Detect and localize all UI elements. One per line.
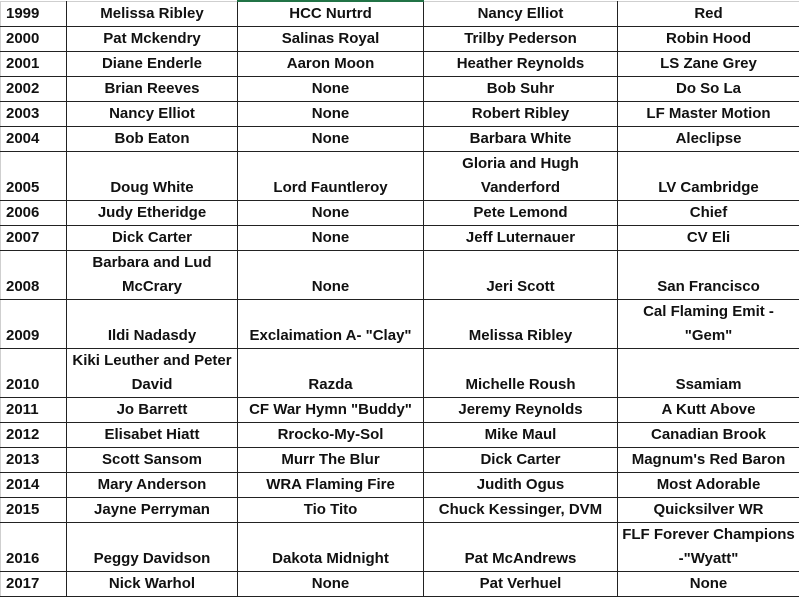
recipient-cell[interactable]: Michelle Roush (424, 349, 618, 398)
year-cell[interactable]: 2013 (1, 448, 67, 473)
table-row (1, 201, 799, 226)
award-cell[interactable]: Do So La (618, 77, 799, 102)
award-cell[interactable]: Most Adorable (618, 473, 799, 498)
award-cell[interactable]: Red (618, 1, 799, 27)
horse-cell[interactable]: Razda (238, 349, 424, 398)
horse-cell[interactable]: Exclaimation A- "Clay" (238, 300, 424, 349)
recipient-cell[interactable]: Pat McAndrews (424, 523, 618, 572)
recipient-cell[interactable]: Pat Verhuel (424, 572, 618, 597)
award-cell[interactable]: CV Eli (618, 226, 799, 251)
horse-cell[interactable]: None (238, 251, 424, 300)
horse-cell[interactable]: WRA Flaming Fire (238, 473, 424, 498)
name-cell[interactable]: Peggy Davidson (67, 523, 238, 572)
recipient-cell[interactable]: Judith Ogus (424, 473, 618, 498)
horse-cell[interactable]: Tio Tito (238, 498, 424, 523)
award-cell[interactable]: Quicksilver WR (618, 498, 799, 523)
table-row (1, 572, 799, 597)
name-cell[interactable]: Judy Etheridge (67, 201, 238, 226)
name-cell[interactable]: Dick Carter (67, 226, 238, 251)
award-cell[interactable]: LS Zane Grey (618, 52, 799, 77)
recipient-cell[interactable]: Jeff Luternauer (424, 226, 618, 251)
name-cell[interactable]: Nancy Elliot (67, 102, 238, 127)
table-row (1, 251, 799, 300)
table-row (1, 27, 799, 52)
recipient-cell[interactable]: Melissa Ribley (424, 300, 618, 349)
horse-cell[interactable]: None (238, 226, 424, 251)
recipient-cell[interactable]: Nancy Elliot (424, 1, 618, 27)
horse-cell[interactable]: None (238, 201, 424, 226)
year-cell[interactable]: 2004 (1, 127, 67, 152)
name-cell[interactable]: Elisabet Hiatt (67, 423, 238, 448)
recipient-cell[interactable]: Pete Lemond (424, 201, 618, 226)
recipient-cell[interactable]: Barbara White (424, 127, 618, 152)
name-cell[interactable]: Brian Reeves (67, 77, 238, 102)
recipient-cell[interactable]: Trilby Pederson (424, 27, 618, 52)
year-cell[interactable]: 2009 (1, 300, 67, 349)
year-cell[interactable]: 2016 (1, 523, 67, 572)
recipient-cell[interactable]: Gloria and Hugh Vanderford (424, 152, 618, 201)
award-cell[interactable]: LV Cambridge (618, 152, 799, 201)
award-cell[interactable]: None (618, 572, 799, 597)
table-row (1, 52, 799, 77)
name-cell[interactable]: Doug White (67, 152, 238, 201)
name-cell[interactable]: Jo Barrett (67, 398, 238, 423)
award-cell[interactable]: Aleclipse (618, 127, 799, 152)
horse-cell[interactable]: Rrocko-My-Sol (238, 423, 424, 448)
name-cell[interactable]: Diane Enderle (67, 52, 238, 77)
name-cell[interactable]: Ildi Nadasdy (67, 300, 238, 349)
table-row (1, 523, 799, 572)
table-row (1, 152, 799, 201)
recipient-cell[interactable]: Jeremy Reynolds (424, 398, 618, 423)
year-cell[interactable]: 2015 (1, 498, 67, 523)
year-cell[interactable]: 1999 (1, 1, 67, 27)
year-cell[interactable]: 2006 (1, 201, 67, 226)
recipient-cell[interactable]: Robert Ribley (424, 102, 618, 127)
award-cell[interactable]: Magnum's Red Baron (618, 448, 799, 473)
table-row (1, 77, 799, 102)
name-cell[interactable]: Jayne Perryman (67, 498, 238, 523)
table-row (1, 498, 799, 523)
horse-cell[interactable]: Lord Fauntleroy (238, 152, 424, 201)
award-cell[interactable]: LF Master Motion (618, 102, 799, 127)
name-cell[interactable]: Kiki Leuther and Peter David (67, 349, 238, 398)
table-row (1, 300, 799, 349)
year-cell[interactable]: 2010 (1, 349, 67, 398)
year-cell[interactable]: 2001 (1, 52, 67, 77)
horse-cell[interactable]: Aaron Moon (238, 52, 424, 77)
year-cell[interactable]: 2008 (1, 251, 67, 300)
horse-cell[interactable]: Dakota Midnight (238, 523, 424, 572)
year-cell[interactable]: 2000 (1, 27, 67, 52)
table-row (1, 423, 799, 448)
recipient-cell[interactable]: Heather Reynolds (424, 52, 618, 77)
horse-cell[interactable]: Salinas Royal (238, 27, 424, 52)
horse-cell[interactable]: None (238, 102, 424, 127)
table-row (1, 102, 799, 127)
horse-cell[interactable]: HCC Nurtrd (238, 1, 424, 27)
award-cell[interactable]: Canadian Brook (618, 423, 799, 448)
year-cell[interactable]: 2014 (1, 473, 67, 498)
table-row (1, 473, 799, 498)
table-row (1, 448, 799, 473)
award-cell[interactable]: San Francisco (618, 251, 799, 300)
recipient-cell[interactable]: Mike Maul (424, 423, 618, 448)
horse-cell[interactable]: CF War Hymn "Buddy" (238, 398, 424, 423)
table-row (1, 349, 799, 398)
award-cell[interactable]: Cal Flaming Emit - "Gem" (618, 300, 799, 349)
recipient-cell[interactable]: Chuck Kessinger, DVM (424, 498, 618, 523)
year-cell[interactable]: 2011 (1, 398, 67, 423)
name-cell[interactable]: Barbara and Lud McCrary (67, 251, 238, 300)
award-cell[interactable]: Robin Hood (618, 27, 799, 52)
recipient-cell[interactable]: Bob Suhr (424, 77, 618, 102)
horse-cell[interactable]: None (238, 572, 424, 597)
name-cell[interactable]: Melissa Ribley (67, 1, 238, 27)
recipient-cell[interactable]: Jeri Scott (424, 251, 618, 300)
year-cell[interactable]: 2017 (1, 572, 67, 597)
awards-table-body (1, 1, 799, 597)
table-row (1, 127, 799, 152)
name-cell[interactable]: Mary Anderson (67, 473, 238, 498)
award-cell[interactable]: Ssamiam (618, 349, 799, 398)
table-row (1, 398, 799, 423)
award-cell[interactable]: FLF Forever Champions -"Wyatt" (618, 523, 799, 572)
horse-cell[interactable]: None (238, 77, 424, 102)
year-cell[interactable]: 2005 (1, 152, 67, 201)
year-cell[interactable]: 2012 (1, 423, 67, 448)
year-cell[interactable]: 2007 (1, 226, 67, 251)
name-cell[interactable]: Nick Warhol (67, 572, 238, 597)
award-cell[interactable]: Chief (618, 201, 799, 226)
recipient-cell[interactable]: Dick Carter (424, 448, 618, 473)
horse-cell[interactable]: Murr The Blur (238, 448, 424, 473)
name-cell[interactable]: Scott Sansom (67, 448, 238, 473)
year-cell[interactable]: 2003 (1, 102, 67, 127)
horse-cell[interactable]: None (238, 127, 424, 152)
award-cell[interactable]: A Kutt Above (618, 398, 799, 423)
year-cell[interactable]: 2002 (1, 77, 67, 102)
name-cell[interactable]: Pat Mckendry (67, 27, 238, 52)
table-row (1, 226, 799, 251)
name-cell[interactable]: Bob Eaton (67, 127, 238, 152)
table-row (1, 1, 799, 27)
